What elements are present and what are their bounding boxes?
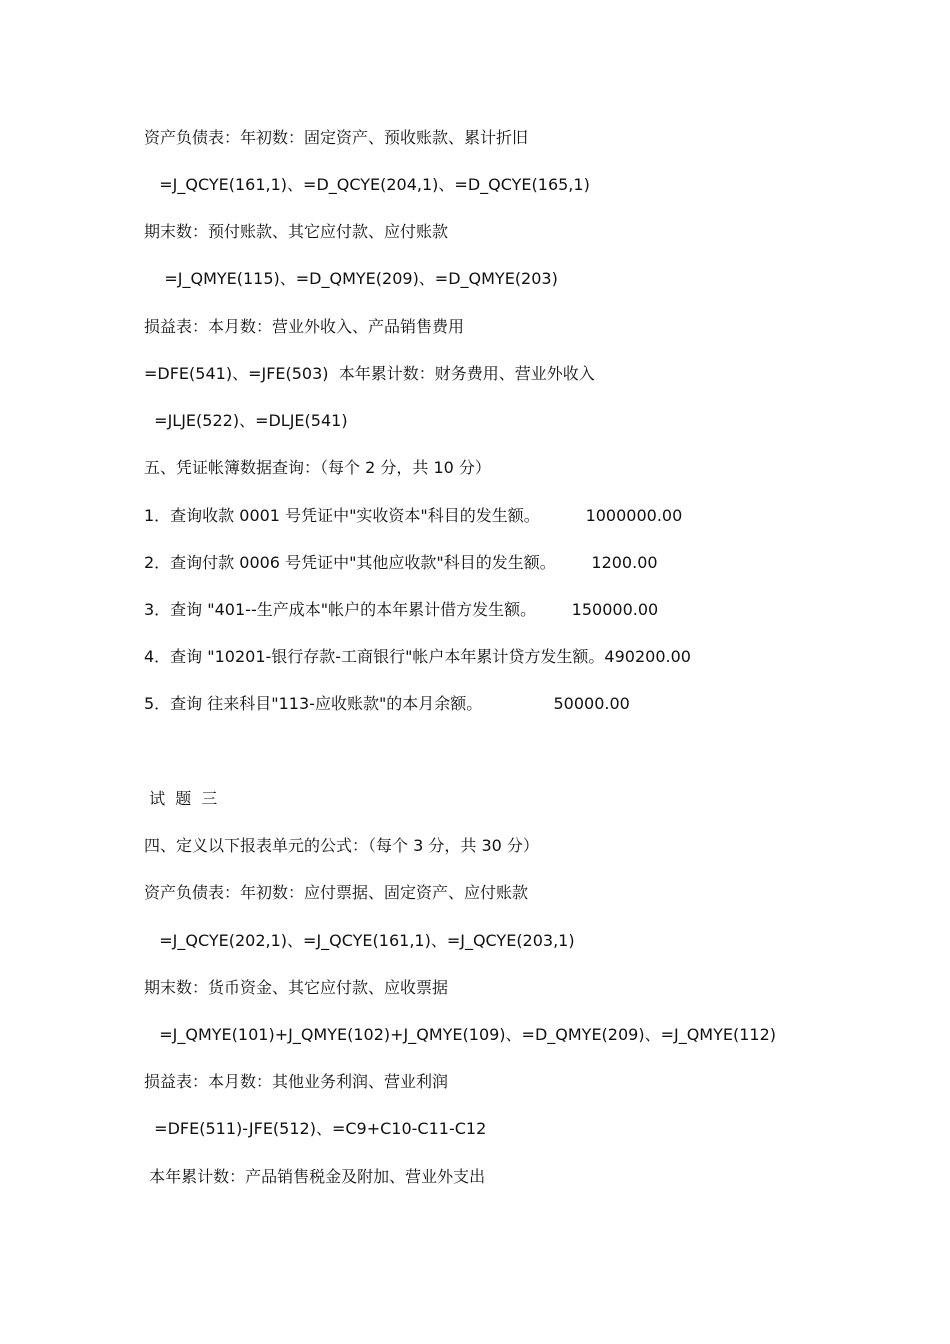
text-line-balance-sheet-opening: 资产负债表：年初数：固定资产、预收账款、累计折旧 — [144, 128, 529, 147]
query-item-4: 4．查询 "10201-银行存款-工商银行"帐户本年累计贷方发生额。490200.00 — [144, 647, 691, 666]
text-line-income-statement-2: 损益表：本月数：其他业务利润、营业利润 — [144, 1072, 449, 1091]
query-item-3: 3．查询 "401--生产成本"帐户的本年累计借方发生额。 150000.00 — [144, 600, 659, 619]
formula-line-income: =DFE(541)、=JFE(503) 本年累计数：财务费用、营业外收入 — [144, 364, 595, 383]
formula-line-cumulative: =JLJE(522)、=DLJE(541) — [144, 411, 348, 430]
formula-line-closing: =J_QMYE(115)、=D_QMYE(209)、=D_QMYE(203) — [144, 269, 558, 288]
formula-line-opening-2: =J_QCYE(202,1)、=J_QCYE(161,1)、=J_QCYE(203,1) — [144, 931, 575, 950]
text-line-closing-2: 期末数：货币资金、其它应付款、应收票据 — [144, 978, 449, 997]
section-heading-voucher-query: 五、凭证帐簿数据查询：（每个 2 分，共 10 分） — [144, 458, 491, 477]
text-line-balance-sheet-opening-2: 资产负债表：年初数：应付票据、固定资产、应付账款 — [144, 883, 529, 902]
query-item-5: 5．查询 往来科目"113-应收账款"的本月余额。 50000.00 — [144, 694, 630, 713]
formula-line-closing-2: =J_QMYE(101)+J_QMYE(102)+J_QMYE(109)、=D_QMYE(209)、=J_QMYE(112) — [144, 1025, 777, 1044]
query-item-1: 1．查询收款 0001 号凭证中"实收资本"科目的发生额。 1000000.00 — [144, 506, 683, 525]
text-line-cumulative-2: 本年累计数：产品销售税金及附加、营业外支出 — [144, 1167, 486, 1186]
text-line-closing: 期末数：预付账款、其它应付款、应付账款 — [144, 222, 449, 241]
section-heading-report-formulas: 四、定义以下报表单元的公式：（每个 3 分，共 30 分） — [144, 836, 539, 855]
exam-title-three: 试 题 三 — [144, 789, 218, 808]
text-line-income-statement: 损益表：本月数：营业外收入、产品销售费用 — [144, 317, 465, 336]
formula-line-opening: =J_QCYE(161,1)、=D_QCYE(204,1)、=D_QCYE(165,1) — [144, 175, 590, 194]
formula-line-income-2: =DFE(511)-JFE(512)、=C9+C10-C11-C12 — [144, 1119, 487, 1138]
query-item-2: 2．查询付款 0006 号凭证中"其他应收款"科目的发生额。 1200.00 — [144, 553, 658, 572]
